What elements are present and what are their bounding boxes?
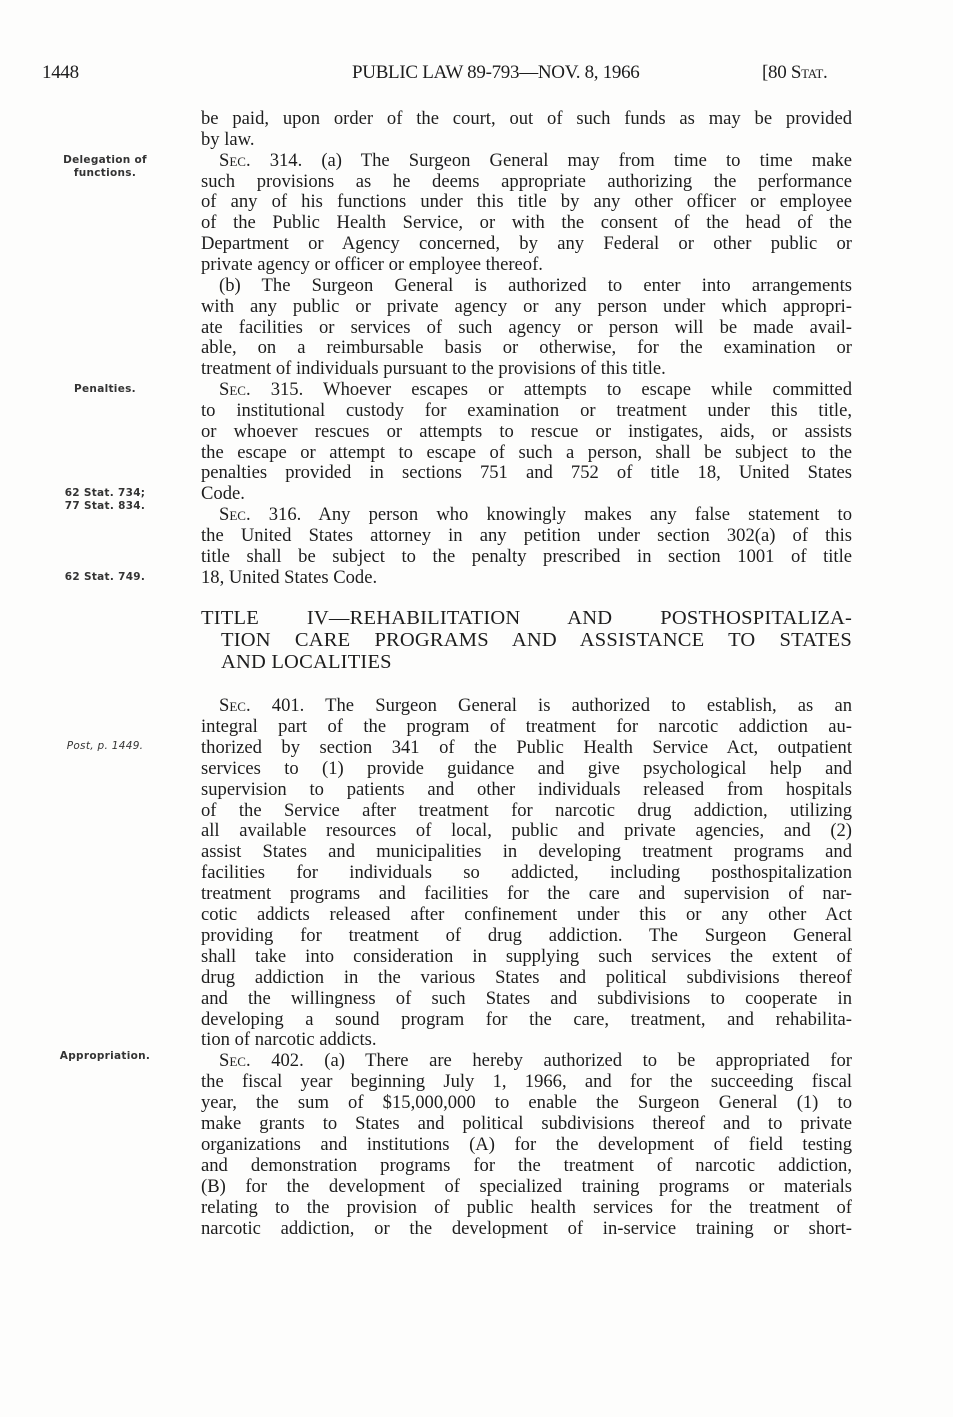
text-line xyxy=(201,904,852,925)
line-text: (b) The Surgeon General is authorized to enter into arrangements xyxy=(219,274,852,296)
line-text: the fiscal year beginning July 1, 1966, and for the succeeding fiscal xyxy=(201,1071,852,1093)
text-line xyxy=(201,800,852,821)
text-line xyxy=(201,171,852,192)
margin-note: 62 Stat. 749. xyxy=(64,571,146,583)
text-line xyxy=(201,358,852,379)
text-line xyxy=(201,716,852,737)
line-text: private agency or officer or employee thereof. xyxy=(201,253,543,275)
line-text: be paid, upon order of the court, out of such funds as may be provided xyxy=(201,108,852,129)
line-text: supervision to patients and other individuals released from hospitals xyxy=(201,778,852,800)
line-text: narcotic addiction, or the development of in-service training or short- xyxy=(201,1217,852,1239)
text-line xyxy=(201,1218,852,1239)
section-label: Sec. xyxy=(219,149,251,171)
line-text: of the Public Health Service, or with the consent of the head of the xyxy=(201,212,852,234)
title-heading-line xyxy=(221,630,852,651)
text-line xyxy=(201,546,852,567)
text-line xyxy=(219,504,852,525)
text-line xyxy=(219,275,852,296)
text-line xyxy=(201,862,852,883)
line-text: of the Service after treatment for narcotic drug addiction, utilizing xyxy=(201,799,852,821)
margin-note: Penalties. xyxy=(74,383,136,395)
line-text: by law. xyxy=(201,128,255,150)
line-text: 18, United States Code. xyxy=(201,566,378,588)
line-text: and demonstration programs for the treatment of narcotic addiction, xyxy=(201,1154,852,1176)
line-text: organizations and institutions (A) for the development of field testing xyxy=(201,1133,852,1155)
line-text: ate facilities or services of such agency or person will be made avail- xyxy=(201,316,852,338)
text-line xyxy=(219,1050,852,1071)
line-text: 314. (a) The Surgeon General may from time to time make xyxy=(250,149,852,171)
running-head: PUBLIC LAW 89-793—NOV. 8, 1966 xyxy=(352,62,640,83)
text-line xyxy=(201,737,852,758)
margin-note: 62 Stat. 734; 77 Stat. 834. xyxy=(64,487,146,512)
line-text: make grants to States and political subdivisions thereof and to private xyxy=(201,1113,852,1134)
text-line xyxy=(201,1092,852,1113)
line-text: to institutional custody for examination or treatment under this title, xyxy=(201,399,852,421)
margin-note: Appropriation. xyxy=(59,1050,151,1062)
line-text: able, on a reimbursable basis or otherwise, for the examination or xyxy=(201,337,852,359)
text-line xyxy=(201,129,852,150)
line-text: 402. (a) There are hereby authorized to be appropriated for xyxy=(250,1050,852,1072)
text-line xyxy=(201,1113,852,1134)
line-text: Department or Agency concerned, by any Federal or other public or xyxy=(201,233,852,255)
line-text: such provisions as he deems appropriate authorizing the performance xyxy=(201,170,852,192)
text-line xyxy=(201,820,852,841)
line-text: year, the sum of $15,000,000 to enable the Surgeon General (1) to xyxy=(201,1092,852,1114)
text-line xyxy=(201,883,852,904)
line-text: drug addiction in the various States and political subdivisions thereof xyxy=(201,966,852,988)
margin-note: Post, p. 1449. xyxy=(66,740,144,752)
line-text: tion of narcotic addicts. xyxy=(201,1029,377,1051)
line-text: shall take into consideration in supplying such services the extent of xyxy=(201,945,852,967)
title-heading-line xyxy=(201,608,852,629)
text-line xyxy=(219,150,852,171)
line-text: thorized by section 341 of the Public Health Service Act, outpatient xyxy=(201,736,852,758)
volume-reference xyxy=(762,62,828,84)
text-line xyxy=(201,1071,852,1092)
line-text: facilities for individuals so addicted, including posthospitalization xyxy=(201,862,852,884)
text-line xyxy=(201,317,852,338)
text-line xyxy=(201,421,852,442)
line-text: treatment of individuals pursuant to the provisions of this title. xyxy=(201,358,666,380)
text-line xyxy=(201,567,852,588)
text-line xyxy=(201,442,852,463)
text-line xyxy=(201,758,852,779)
line-text: (B) for the development of specialized training programs or materials xyxy=(201,1175,852,1197)
text-line xyxy=(201,1009,852,1030)
line-text: providing for treatment of drug addiction. The Surgeon General xyxy=(201,924,852,946)
line-text: the United States attorney in any petition under section 302(a) of this xyxy=(201,525,852,546)
text-line xyxy=(219,379,852,400)
text-line xyxy=(201,233,852,254)
line-text: cotic addicts released after confinement under this or any other Act xyxy=(201,904,852,925)
line-text: Code. xyxy=(201,483,245,505)
line-text: services to (1) provide guidance and give psychological help and xyxy=(201,757,852,779)
text-line xyxy=(201,462,852,483)
text-line xyxy=(201,483,852,504)
line-text: integral part of the program of treatment for narcotic addiction au- xyxy=(201,715,852,737)
text-line xyxy=(201,946,852,967)
text-line xyxy=(201,1029,852,1050)
section-label: Sec. xyxy=(219,1050,251,1072)
line-text: treatment programs and facilities for the care and supervision of nar- xyxy=(201,883,852,905)
line-text: TITLE IV—REHABILITATION AND POSTHOSPITALIZA- xyxy=(201,607,852,629)
text-line xyxy=(201,841,852,862)
text-line xyxy=(201,1176,852,1197)
text-line xyxy=(201,212,852,233)
line-text: developing a sound program for the care, treatment, and rehabilita- xyxy=(201,1008,852,1030)
line-text: relating to the provision of public health services for the treatment of xyxy=(201,1196,852,1218)
line-text: TION CARE PROGRAMS AND ASSISTANCE TO STATES xyxy=(221,629,852,651)
text-line xyxy=(201,525,852,546)
line-text: the escape or attempt to escape of such a person, shall be subject to the xyxy=(201,441,852,463)
line-text: 401. The Surgeon General is authorized to establish, as an xyxy=(250,695,852,716)
line-text: title shall be subject to the penalty prescribed in section 1001 of title xyxy=(201,545,852,567)
line-text: of any of his functions under this title by any other officer or employee xyxy=(201,191,852,213)
text-line xyxy=(201,779,852,800)
section-label: Sec. xyxy=(219,695,251,716)
line-text: assist States and municipalities in developing treatment programs and xyxy=(201,841,852,863)
text-line xyxy=(201,925,852,946)
text-line xyxy=(201,108,852,129)
text-line xyxy=(201,967,852,988)
text-line xyxy=(201,296,852,317)
section-label: Sec. xyxy=(219,379,251,401)
text-line xyxy=(201,400,852,421)
page-number: 1448 xyxy=(42,62,79,83)
margin-note: Delegation of functions. xyxy=(63,154,147,179)
text-line xyxy=(201,1155,852,1176)
text-line xyxy=(201,988,852,1009)
title-heading-line xyxy=(221,652,852,673)
text-line xyxy=(201,191,852,212)
line-text: 316. Any person who knowingly makes any false statement to xyxy=(250,504,852,526)
line-text: or whoever rescues or attempts to rescue or instigates, aids, or assists xyxy=(201,420,852,442)
volume-stat: Stat. xyxy=(790,62,828,83)
line-text: all available resources of local, public and private agencies, and (2) xyxy=(201,820,852,842)
section-label: Sec. xyxy=(219,504,251,526)
line-text: AND LOCALITIES xyxy=(221,651,392,673)
line-text: 315. Whoever escapes or attempts to escape while committed xyxy=(250,379,852,401)
line-text: penalties provided in sections 751 and 752 of title 18, United States xyxy=(201,462,852,484)
text-line xyxy=(201,337,852,358)
line-text: and the willingness of such States and subdivisions to cooperate in xyxy=(201,987,852,1009)
text-line xyxy=(201,1134,852,1155)
volume-bracket: [80 xyxy=(762,62,791,83)
text-line xyxy=(219,695,852,716)
text-line xyxy=(201,1197,852,1218)
text-line xyxy=(201,254,852,275)
line-text: with any public or private agency or any person under which appropri- xyxy=(201,295,852,317)
